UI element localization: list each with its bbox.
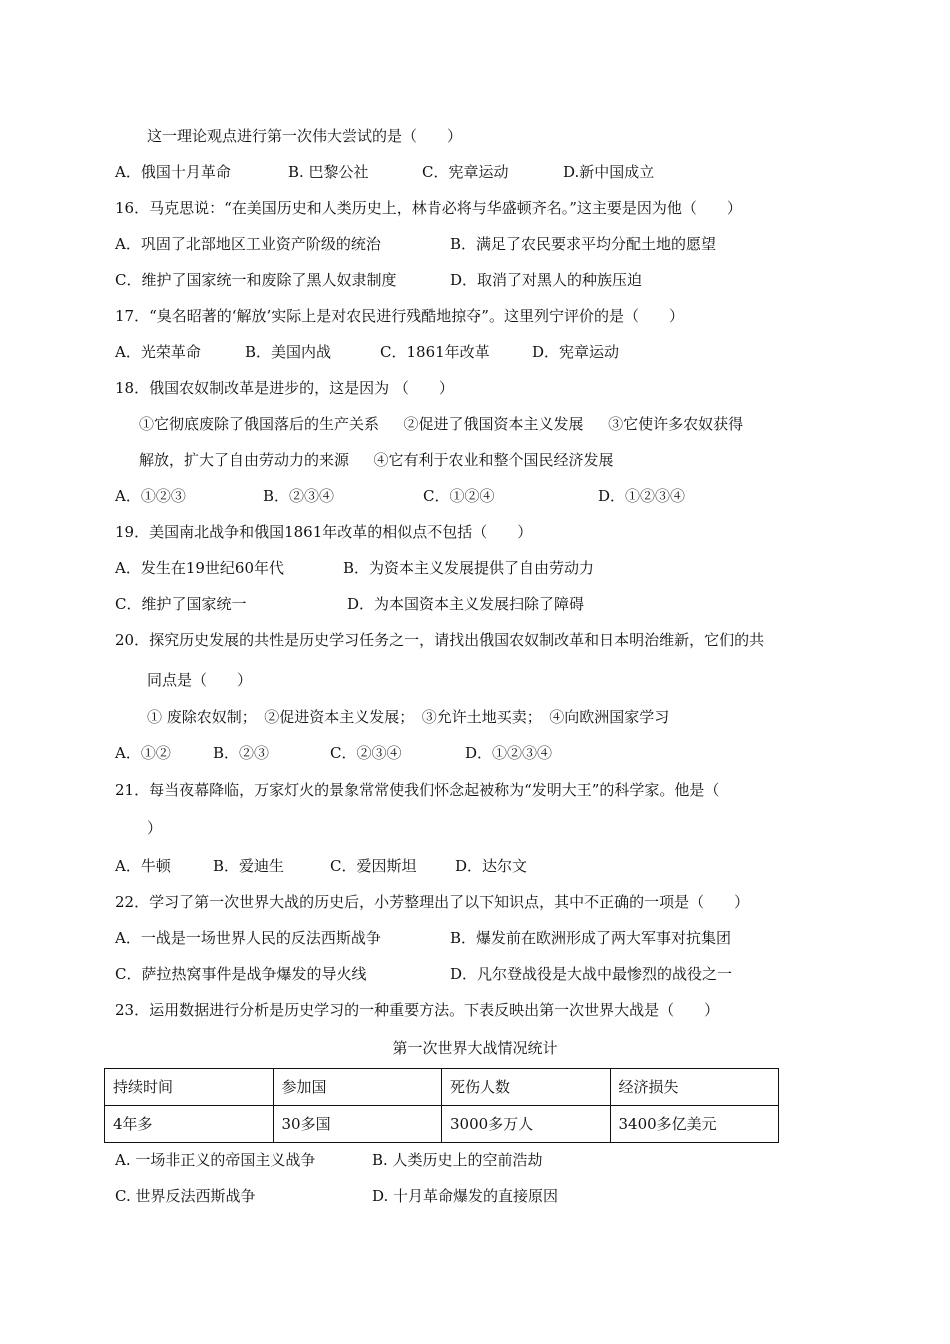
option-c: C. 世界反法西斯战争 — [115, 1187, 256, 1205]
option-c: C．②③④ — [330, 744, 402, 762]
option-b: B．美国内战 — [245, 343, 332, 361]
option-d: D．取消了对黑人的种族压迫 — [450, 271, 643, 289]
option-d: D．①②③④ — [465, 744, 553, 762]
q20-items: ① 废除农奴制； ②促进资本主义发展； ③允许土地买卖； ④向欧洲国家学习 — [147, 708, 670, 726]
option-d: D．达尔文 — [455, 857, 528, 875]
table-header-cell: 参加国 — [273, 1069, 442, 1106]
option-d: D.新中国成立 — [563, 163, 655, 181]
q20-stem-line2: 同点是（ ） — [147, 671, 253, 689]
q20-stem-line1: 20．探究历史发展的共性是历史学习任务之一，请找出俄国农奴制改革和日本明治维新，它们的共 — [115, 631, 765, 649]
option-a: A．一战是一场世界人民的反法西斯战争 — [115, 929, 381, 947]
option-d: D. 十月革命爆发的直接原因 — [372, 1187, 559, 1205]
option-d: D．宪章运动 — [532, 343, 620, 361]
option-a: A．光荣革命 — [115, 343, 201, 361]
option-b: B．②③④ — [263, 487, 335, 505]
option-c: C．1861年改革 — [380, 343, 490, 361]
table-title: 第一次世界大战情况统计 — [392, 1039, 558, 1057]
option-b: B．满足了农民要求平均分配土地的愿望 — [450, 235, 717, 253]
option-a: A．俄国十月革命 — [115, 163, 231, 181]
option-a: A．巩固了北部地区工业资产阶级的统治 — [115, 235, 381, 253]
option-c: C．①②④ — [423, 487, 495, 505]
table-row — [105, 1106, 779, 1143]
q21-stem-line2: ） — [147, 819, 163, 837]
q23-stem: 23．运用数据进行分析是历史学习的一种重要方法。下表反映出第一次世界大战是（ ） — [115, 1001, 720, 1019]
option-b: B．爱迪生 — [213, 857, 285, 875]
option-b: B．为资本主义发展提供了自由劳动力 — [343, 559, 595, 577]
table-cell: 30多国 — [273, 1106, 442, 1143]
option-a: A．①②③ — [115, 487, 186, 505]
table-header-cell: 死伤人数 — [442, 1069, 611, 1106]
option-a: A．牛顿 — [115, 857, 171, 875]
q22-stem: 22．学习了第一次世界大战的历史后，小芳整理出了以下知识点，其中不正确的一项是（ ） — [115, 893, 750, 911]
q19-stem: 19．美国南北战争和俄国1861年改革的相似点不包括（ ） — [115, 523, 533, 541]
q15-stem: 这一理论观点进行第一次伟大尝试的是（ ） — [147, 127, 463, 145]
option-d: D．①②③④ — [598, 487, 686, 505]
q18-stem: 18．俄国农奴制改革是进步的，这是因为 （ ） — [115, 379, 454, 397]
table-cell: 3400多亿美元 — [610, 1106, 779, 1143]
table-header-row — [105, 1069, 779, 1106]
option-c: C．维护了国家统一和废除了黑人奴隶制度 — [115, 271, 397, 289]
option-c: C．维护了国家统一 — [115, 595, 247, 613]
q16-stem: 16．马克思说：“在美国历史和人类历史上，林肯必将与华盛顿齐名。”这主要是因为他（ ） — [115, 199, 742, 217]
table-header-cell: 持续时间 — [105, 1069, 274, 1106]
option-c: C．宪章运动 — [422, 163, 509, 181]
table-header-cell: 经济损失 — [610, 1069, 779, 1106]
option-d: D．为本国资本主义发展扫除了障碍 — [347, 595, 585, 613]
option-c: C．萨拉热窝事件是战争爆发的导火线 — [115, 965, 367, 983]
war-statistics-table — [104, 1068, 779, 1143]
option-a: A. 一场非正义的帝国主义战争 — [115, 1151, 316, 1169]
table-cell: 4年多 — [105, 1106, 274, 1143]
option-b: B．爆发前在欧洲形成了两大军事对抗集团 — [450, 929, 732, 947]
table-cell: 3000多万人 — [442, 1106, 611, 1143]
q18-items-line1: ①它彻底废除了俄国落后的生产关系 ②促进了俄国资本主义发展 ③它使许多农奴获得 — [139, 415, 744, 433]
q21-stem-line1: 21．每当夜幕降临，万家灯火的景象常常使我们怀念起被称为“发明大王”的科学家。他是（ — [115, 781, 720, 799]
option-a: A．①② — [115, 744, 171, 762]
option-b: B. 人类历史上的空前浩劫 — [372, 1151, 543, 1169]
option-c: C．爱因斯坦 — [330, 857, 417, 875]
q18-items-line2: 解放，扩大了自由劳动力的来源 ④它有利于农业和整个国民经济发展 — [139, 451, 614, 469]
option-b: B．②③ — [213, 744, 270, 762]
option-d: D．凡尔登战役是大战中最惨烈的战役之一 — [450, 965, 733, 983]
option-b: B. 巴黎公社 — [288, 163, 369, 181]
option-a: A．发生在19世纪60年代 — [115, 559, 285, 577]
q17-stem: 17．“臭名昭著的‘解放’实际上是对农民进行残酷地掠夺”。这里列宁评价的是（ ） — [115, 307, 684, 325]
